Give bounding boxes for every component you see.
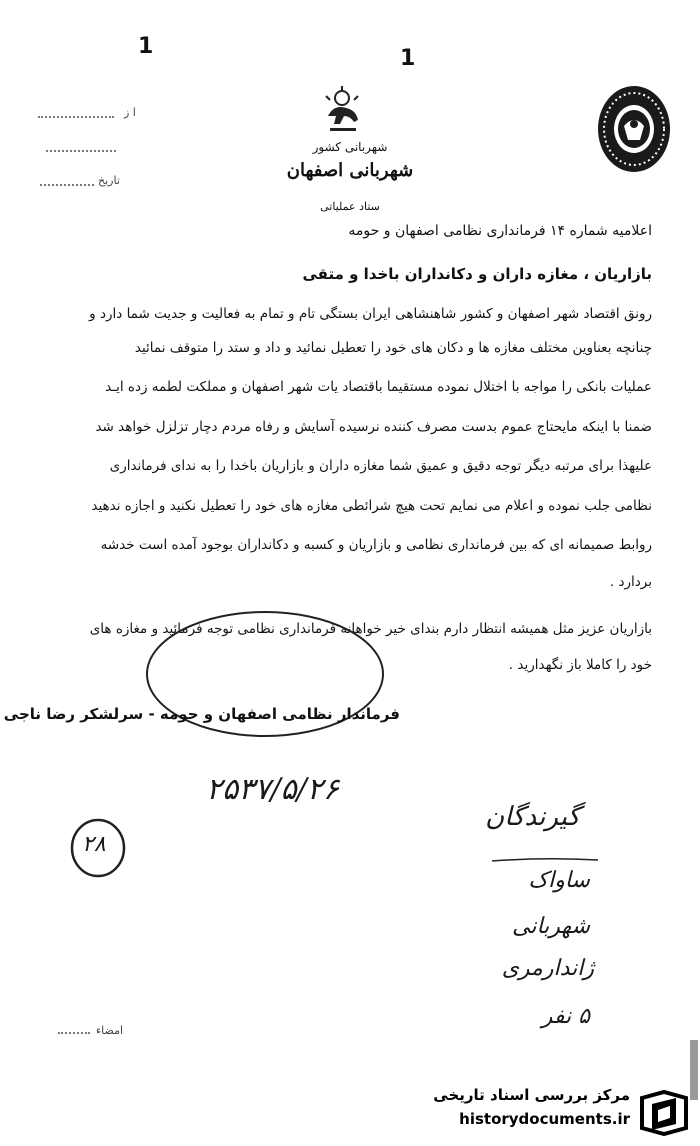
body-line: ضمنا با اینکه مایحتاج عموم بدست مصرف کننده نرسیده آسایش و رفاه مردم دچار تزلزل خواهد شد xyxy=(95,419,652,435)
underline-stroke xyxy=(490,857,600,863)
distribution-underline xyxy=(490,848,600,854)
date-field xyxy=(40,176,172,186)
number-dots xyxy=(38,116,114,118)
closing-line: خود را کاملا باز نگهدارید . xyxy=(508,657,652,673)
watermark xyxy=(408,1086,698,1138)
header-line-1: شهربانی کشور xyxy=(312,140,388,154)
subject-dots xyxy=(46,150,116,152)
body-line: رونق اقتصاد شهر اصفهان و کشور شاهنشاهی ایران بستگی تام و تمام به فعالیت و جدیت شما دارد و xyxy=(89,306,652,322)
page-mark-left: 1 xyxy=(138,34,154,59)
archive-logo-icon xyxy=(638,1088,690,1136)
distribution-item: ساواک xyxy=(528,868,590,893)
stamp-outline-icon xyxy=(140,604,390,744)
number-label: ا ز xyxy=(124,106,136,119)
bottom-dots xyxy=(58,1032,90,1034)
lion-and-sun-emblem xyxy=(320,86,364,136)
signature: فرماندار نظامی اصفهان و حومه - سرلشکر رضا ناجی xyxy=(3,705,400,723)
header-line-2: شهربانی اصفهان xyxy=(286,160,414,181)
header-line-3: ستاد عملیاتی xyxy=(320,200,380,213)
bottom-signature-field xyxy=(58,1024,178,1044)
announcement-title: اعلامیه شماره ۱۴ فرمانداری نظامی اصفهان و حومه xyxy=(348,223,652,239)
distribution-item: ژاندارمری xyxy=(501,956,594,981)
distribution-item: ۵ نفر xyxy=(541,1004,590,1029)
seal-icon xyxy=(596,84,672,174)
police-seal xyxy=(596,84,672,174)
oval-stamp xyxy=(140,604,390,744)
distribution-heading: گیرندگان xyxy=(485,802,580,832)
body-line: بردارد . xyxy=(609,574,652,590)
emblem-icon xyxy=(320,86,364,136)
body-line: علیهذا برای مرتبه دیگر توجه دقیق و عمیق شما مغازه داران و بازاریان باخدا را به ندای فرمانداری xyxy=(109,458,652,474)
date-label: تاریخ xyxy=(98,174,120,187)
body-line: نظامی جلب نموده و اعلام می نمایم تحت هیچ شرائطی مغازه های خود را تعطیل نکنید و اجازه ندهید xyxy=(91,498,652,514)
number-field xyxy=(38,108,170,118)
greeting: بازاریان ، مغازه داران و دکانداران باخدا و متقی xyxy=(302,265,652,283)
margin-number-circle xyxy=(66,816,130,880)
body-line: روابط صمیمانه ای که بین فرمانداری نظامی و بازاریان و کسبه و دکانداران بوجود آمده است خدشه xyxy=(100,537,652,553)
page-mark-center: 1 xyxy=(400,46,416,71)
body-line: عملیات بانکی را مواجه با اختلال نموده مستقیما باقتصاد یات شهر اصفهان و مملکت لطمه زده ایـد xyxy=(105,379,652,395)
distribution-item: شهربانی xyxy=(512,914,590,939)
body-line: چنانچه بعناوین مختلف مغازه ها و دکان های خود را تعطیل نمائید و داد و ستد را متوقف نمائید xyxy=(134,340,652,356)
closing-line: بازاریان عزیز مثل همیشه انتظار دارم بندای خیر خواهانه فرمانداری نظامی توجه فرمائید و مغازه های xyxy=(89,621,652,637)
handwritten-date: ۲۵۳۷/۵/۲۶ xyxy=(206,772,340,807)
date-dots xyxy=(40,184,94,186)
watermark-title: مرکز بررسی اسناد تاریخی xyxy=(433,1086,630,1104)
margin-number: ۲۸ xyxy=(82,832,106,857)
watermark-url: historydocuments.ir xyxy=(459,1110,630,1128)
bottom-signature-label: امضاء xyxy=(96,1024,124,1037)
